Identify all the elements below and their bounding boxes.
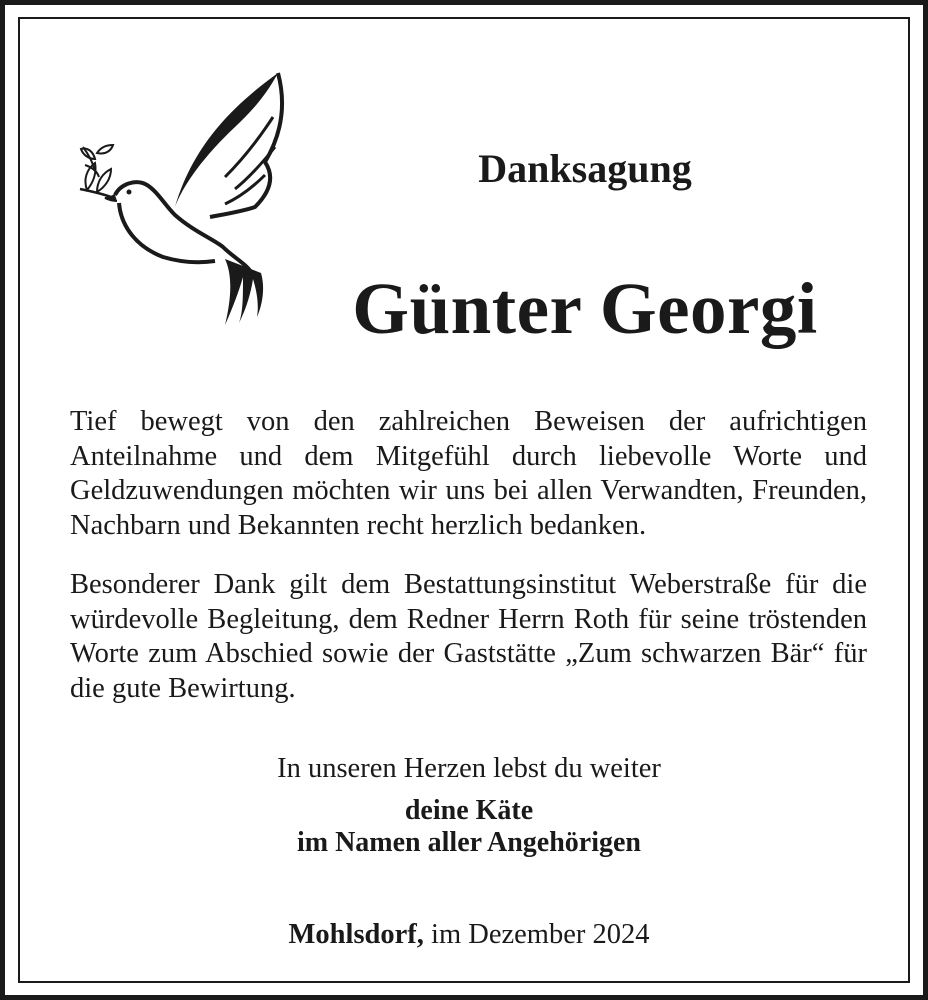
dove-with-olive-branch-icon	[75, 67, 290, 329]
closing-line: In unseren Herzen lebst du weiter	[277, 753, 661, 784]
signature-name: deine Käte	[404, 795, 534, 826]
notice-heading: Danksagung	[478, 146, 692, 191]
deceased-name: Günter Georgi	[352, 268, 818, 349]
signature-family: im Namen aller Angehörigen	[296, 827, 641, 858]
place-and-date	[5, 919, 928, 951]
date-text: im Dezember 2024	[423, 919, 650, 950]
thanks-paragraph: Tief bewegt von den zahlreichen Beweisen der aufrichtigen Anteilnahme und dem Mitgefühl durch liebevolle Worte und Geldzuwendungen möchten wir uns bei allen Verwandten, Freunden, Nachbarn und Bekannten recht herzlich bedanken.	[70, 406, 867, 541]
special-thanks-paragraph: Besonderer Dank gilt dem Bestattungsinstitut Weberstraße für die würdevolle Begleitung, dem Redner Herrn Roth für seine tröstenden Worte zum Abschied sowie der Gaststätte „Zum schwarzen Bär“ für die gute Bewirtung.	[70, 569, 867, 704]
place-name: Mohlsdorf,	[288, 919, 424, 950]
